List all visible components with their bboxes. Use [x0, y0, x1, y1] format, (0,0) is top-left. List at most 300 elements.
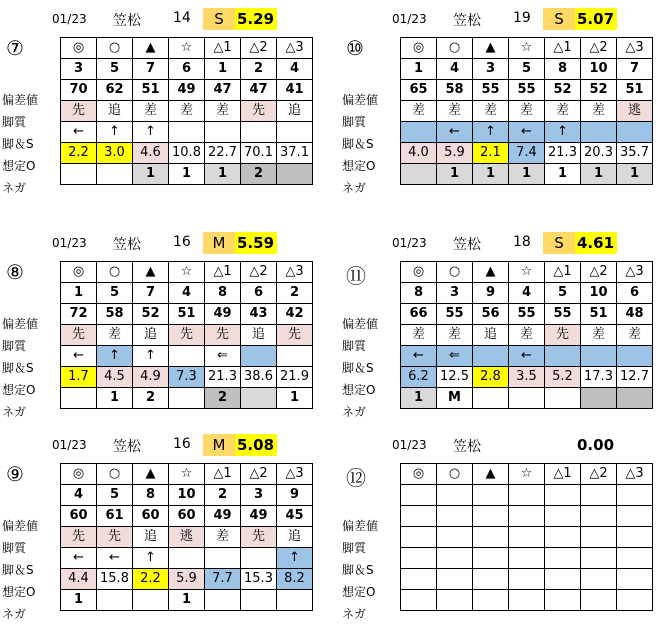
race-header [0, 230, 328, 256]
horse-number-cell: 3 [437, 283, 473, 304]
deviation-value-cell: 55 [545, 304, 581, 325]
pace-arrow-cell [473, 346, 509, 367]
prediction-grid [400, 37, 653, 185]
mark-header-cell: ☆ [169, 464, 205, 485]
race-header [340, 6, 668, 32]
race-date: 01/23 [52, 236, 87, 250]
grid-row-mark-header [61, 464, 313, 485]
race-date: 01/23 [52, 12, 87, 26]
pace-arrow-cell: ← [509, 122, 545, 143]
grid-row-running-style [401, 101, 653, 122]
row-label: 脚質 [2, 339, 27, 353]
negative-flag-cell [277, 590, 313, 611]
expected-odds-cell [581, 569, 617, 590]
horse-number-cell: 2 [241, 59, 277, 80]
deviation-value-cell: 48 [617, 304, 653, 325]
grid-row-horse-number [401, 485, 653, 506]
running-style-cell: 先 [205, 325, 241, 346]
horse-number-cell: 5 [97, 485, 133, 506]
running-style-cell: 差 [581, 101, 617, 122]
negative-flag-cell: 1 [437, 164, 473, 185]
pace-arrow-cell: ← [97, 548, 133, 569]
mark-header-cell: △3 [277, 38, 313, 59]
mark-header-cell: ▲ [133, 464, 169, 485]
mark-header-cell: △1 [205, 262, 241, 283]
row-label: ネガ [2, 181, 27, 195]
horse-number-cell: 8 [401, 283, 437, 304]
race-date: 01/23 [392, 236, 427, 250]
pace-arrow-cell [581, 122, 617, 143]
deviation-value-cell: 42 [277, 304, 313, 325]
negative-flag-cell [617, 388, 653, 409]
track-name: 笠松 [113, 439, 141, 455]
mark-header-cell: ☆ [509, 464, 545, 485]
running-style-cell: 差 [401, 325, 437, 346]
pace-arrow-cell: ← [437, 122, 473, 143]
grid-row-pace-arrow [401, 122, 653, 143]
race-date: 01/23 [392, 438, 427, 452]
row-labels [340, 89, 400, 199]
horse-number-cell: 10 [581, 59, 617, 80]
pace-type-badge: S [543, 8, 575, 30]
negative-flag-cell [509, 388, 545, 409]
running-style-cell: 先 [169, 325, 205, 346]
horse-number-cell: 4 [277, 59, 313, 80]
row-label: 想定O [2, 383, 36, 397]
expected-odds-cell [545, 569, 581, 590]
mark-header-cell: ○ [437, 464, 473, 485]
grid-row-running-style [61, 101, 313, 122]
deviation-value-cell: 65 [401, 80, 437, 101]
deviation-value-cell: 52 [133, 304, 169, 325]
negative-flag-cell [437, 590, 473, 611]
grid-row-negative-flag [61, 164, 313, 185]
pace-arrow-cell: ↑ [277, 548, 313, 569]
pace-arrow-cell [545, 548, 581, 569]
grid-row-mark-header [61, 38, 313, 59]
row-label: 偏差値 [2, 317, 39, 331]
race-number: ⑩ [346, 36, 364, 60]
horse-number-cell: 5 [509, 59, 545, 80]
running-style-cell: 先 [277, 325, 313, 346]
grid-row-negative-flag [401, 164, 653, 185]
horse-number-cell: 7 [133, 283, 169, 304]
pace-arrow-cell [169, 346, 205, 367]
race-header [0, 6, 328, 32]
expected-odds-cell [617, 569, 653, 590]
mark-header-cell: △2 [241, 262, 277, 283]
running-style-cell: 差 [545, 101, 581, 122]
expected-odds-cell: 3.5 [509, 367, 545, 388]
running-style-cell: 差 [97, 325, 133, 346]
row-label: 想定O [342, 585, 376, 599]
pace-arrow-cell: ⇐ [437, 346, 473, 367]
mark-header-cell: ☆ [509, 38, 545, 59]
prediction-grid [60, 37, 313, 185]
running-style-cell: 差 [509, 325, 545, 346]
grid-row-mark-header [401, 262, 653, 283]
mark-header-cell: △1 [205, 38, 241, 59]
race-score: 5.59 [235, 232, 277, 254]
expected-odds-cell [401, 569, 437, 590]
negative-flag-cell [277, 164, 313, 185]
expected-odds-cell [473, 569, 509, 590]
horse-number-cell: 10 [169, 485, 205, 506]
pace-arrow-cell: ↑ [473, 122, 509, 143]
expected-odds-cell: 3.0 [97, 143, 133, 164]
expected-odds-cell: 37.1 [277, 143, 313, 164]
negative-flag-cell: 1 [133, 164, 169, 185]
expected-odds-cell: 1.7 [61, 367, 97, 388]
expected-odds-cell: 15.8 [97, 569, 133, 590]
deviation-value-cell: 51 [617, 80, 653, 101]
horse-number-cell: 1 [401, 59, 437, 80]
deviation-value-cell: 49 [169, 80, 205, 101]
runner-count: 16 [173, 436, 191, 452]
pace-arrow-cell [277, 122, 313, 143]
running-style-cell [581, 527, 617, 548]
deviation-value-cell: 52 [545, 80, 581, 101]
grid-row-expected-odds [61, 569, 313, 590]
track-name: 笠松 [113, 13, 141, 29]
running-style-cell: 先 [545, 325, 581, 346]
negative-flag-cell [401, 590, 437, 611]
row-label: 想定O [342, 159, 376, 173]
expected-odds-cell: 5.9 [169, 569, 205, 590]
mark-header-cell: △1 [545, 464, 581, 485]
negative-flag-cell [61, 164, 97, 185]
expected-odds-cell: 12.5 [437, 367, 473, 388]
pace-arrow-cell: ↑ [133, 346, 169, 367]
track-name: 笠松 [453, 237, 481, 253]
pace-arrow-cell [545, 346, 581, 367]
deviation-value-cell: 60 [133, 506, 169, 527]
pace-arrow-cell: ↑ [545, 122, 581, 143]
grid-row-horse-number [61, 59, 313, 80]
grid-row-deviation-value [61, 304, 313, 325]
expected-odds-cell: 5.2 [545, 367, 581, 388]
horse-number-cell: 9 [473, 283, 509, 304]
mark-header-cell: ▲ [473, 262, 509, 283]
race-panel [0, 6, 328, 206]
pace-type-badge: M [203, 232, 235, 254]
pace-arrow-cell [617, 548, 653, 569]
running-style-cell: 追 [133, 325, 169, 346]
negative-flag-cell: 1 [581, 164, 617, 185]
row-label: ネガ [342, 607, 367, 621]
race-date: 01/23 [52, 438, 87, 452]
grid-row-mark-header [61, 262, 313, 283]
pace-arrow-cell [277, 346, 313, 367]
negative-flag-cell: 2 [241, 164, 277, 185]
negative-flag-cell [205, 590, 241, 611]
deviation-value-cell: 47 [241, 80, 277, 101]
expected-odds-cell: 17.3 [581, 367, 617, 388]
row-label: 脚質 [342, 541, 367, 555]
horse-number-cell: 4 [169, 283, 205, 304]
mark-header-cell: △1 [545, 262, 581, 283]
negative-flag-cell [133, 590, 169, 611]
mark-header-cell: ◎ [401, 262, 437, 283]
deviation-value-cell [545, 506, 581, 527]
expected-odds-cell: 2.2 [133, 569, 169, 590]
negative-flag-cell [545, 590, 581, 611]
row-labels [0, 313, 60, 423]
race-score: 0.00 [577, 436, 615, 454]
row-label: 偏差値 [2, 93, 39, 107]
horse-number-cell: 3 [473, 59, 509, 80]
pace-arrow-cell [617, 346, 653, 367]
deviation-value-cell: 49 [205, 304, 241, 325]
row-label: 脚＆S [2, 137, 34, 151]
mark-header-cell: ◎ [401, 38, 437, 59]
deviation-value-cell: 66 [401, 304, 437, 325]
horse-number-cell [617, 485, 653, 506]
horse-number-cell [437, 485, 473, 506]
deviation-value-cell: 51 [169, 304, 205, 325]
running-style-cell: 追 [277, 527, 313, 548]
mark-header-cell: △3 [277, 464, 313, 485]
race-number: ⑧ [6, 260, 24, 284]
expected-odds-cell: 7.3 [169, 367, 205, 388]
row-label: 脚＆S [342, 563, 374, 577]
pace-arrow-cell [473, 548, 509, 569]
expected-odds-cell: 4.5 [97, 367, 133, 388]
negative-flag-cell: M [437, 388, 473, 409]
grid-row-deviation-value [401, 506, 653, 527]
running-style-cell: 差 [169, 101, 205, 122]
pace-arrow-cell [617, 122, 653, 143]
horse-number-cell: 2 [277, 283, 313, 304]
horse-number-cell [509, 485, 545, 506]
expected-odds-cell: 5.9 [437, 143, 473, 164]
negative-flag-cell: 1 [545, 164, 581, 185]
horse-number-cell: 5 [545, 283, 581, 304]
mark-header-cell: △1 [205, 464, 241, 485]
race-score: 5.07 [575, 8, 617, 30]
row-label: 想定O [342, 383, 376, 397]
negative-flag-cell [169, 388, 205, 409]
pace-arrow-cell: ⇐ [205, 346, 241, 367]
expected-odds-cell: 4.9 [133, 367, 169, 388]
deviation-value-cell: 60 [169, 506, 205, 527]
pace-arrow-cell [509, 548, 545, 569]
running-style-cell: 差 [581, 325, 617, 346]
grid-row-deviation-value [401, 304, 653, 325]
mark-header-cell: ☆ [169, 38, 205, 59]
mark-header-cell: ▲ [473, 464, 509, 485]
grid-row-pace-arrow [401, 346, 653, 367]
row-label: 脚質 [342, 339, 367, 353]
mark-header-cell: △2 [581, 38, 617, 59]
deviation-value-cell [581, 506, 617, 527]
mark-header-cell: ○ [437, 262, 473, 283]
deviation-value-cell [437, 506, 473, 527]
running-style-cell: 追 [473, 325, 509, 346]
deviation-value-cell: 51 [581, 304, 617, 325]
race-panel [340, 6, 668, 206]
pace-arrow-cell [241, 122, 277, 143]
grid-row-negative-flag [61, 590, 313, 611]
expected-odds-cell: 2.2 [61, 143, 97, 164]
horse-number-cell: 8 [205, 283, 241, 304]
pace-arrow-cell [205, 548, 241, 569]
deviation-value-cell: 49 [241, 506, 277, 527]
grid-row-pace-arrow [401, 548, 653, 569]
prediction-grid [400, 463, 653, 611]
pace-arrow-cell [437, 548, 473, 569]
horse-number-cell: 4 [61, 485, 97, 506]
running-style-cell: 追 [277, 101, 313, 122]
mark-header-cell: ◎ [61, 262, 97, 283]
negative-flag-cell [241, 590, 277, 611]
mark-header-cell: ◎ [61, 464, 97, 485]
race-number: ⑪ [346, 264, 366, 288]
deviation-value-cell: 56 [473, 304, 509, 325]
horse-number-cell: 2 [205, 485, 241, 506]
expected-odds-cell: 7.4 [509, 143, 545, 164]
horse-number-cell: 6 [169, 59, 205, 80]
race-panel [340, 230, 668, 430]
running-style-cell: 差 [205, 527, 241, 548]
horse-number-cell: 6 [617, 283, 653, 304]
row-labels [0, 89, 60, 199]
expected-odds-cell: 2.1 [473, 143, 509, 164]
mark-header-cell: ☆ [509, 262, 545, 283]
running-style-cell: 差 [437, 325, 473, 346]
horse-number-cell: 5 [97, 59, 133, 80]
row-labels [340, 313, 400, 423]
row-label: 偏差値 [342, 519, 379, 533]
running-style-cell: 先 [61, 101, 97, 122]
negative-flag-cell: 1 [277, 388, 313, 409]
mark-header-cell: ○ [97, 262, 133, 283]
grid-row-negative-flag [401, 590, 653, 611]
expected-odds-cell: 20.3 [581, 143, 617, 164]
running-style-cell: 差 [473, 101, 509, 122]
race-score: 5.08 [235, 434, 277, 456]
negative-flag-cell: 1 [401, 388, 437, 409]
horse-number-cell: 10 [581, 283, 617, 304]
deviation-value-cell: 55 [509, 80, 545, 101]
row-label: 脚質 [342, 115, 367, 129]
pace-arrow-cell: ↑ [133, 122, 169, 143]
mark-header-cell: △3 [617, 38, 653, 59]
horse-number-cell: 7 [617, 59, 653, 80]
row-label: 脚＆S [342, 361, 374, 375]
grid-row-running-style [401, 325, 653, 346]
running-style-cell: 先 [241, 101, 277, 122]
mark-header-cell: △3 [617, 464, 653, 485]
pace-arrow-cell: ↑ [97, 122, 133, 143]
race-score: 4.61 [575, 232, 617, 254]
grid-row-running-style [61, 527, 313, 548]
prediction-grid [60, 463, 313, 611]
grid-row-pace-arrow [61, 122, 313, 143]
mark-header-cell: △3 [617, 262, 653, 283]
horse-number-cell: 5 [97, 283, 133, 304]
deviation-value-cell: 47 [205, 80, 241, 101]
expected-odds-cell: 4.0 [401, 143, 437, 164]
runner-count: 14 [173, 10, 191, 26]
negative-flag-cell [509, 590, 545, 611]
horse-number-cell: 8 [545, 59, 581, 80]
running-style-cell: 先 [241, 527, 277, 548]
pace-arrow-cell [401, 122, 437, 143]
mark-header-cell: ○ [97, 464, 133, 485]
horse-number-cell [581, 485, 617, 506]
negative-flag-cell [581, 388, 617, 409]
negative-flag-cell [241, 388, 277, 409]
race-number: ⑦ [6, 36, 24, 60]
running-style-cell: 逃 [169, 527, 205, 548]
running-style-cell [545, 527, 581, 548]
negative-flag-cell: 1 [617, 164, 653, 185]
negative-flag-cell: 2 [133, 388, 169, 409]
running-style-cell: 逃 [617, 101, 653, 122]
pace-arrow-cell [205, 122, 241, 143]
grid-row-pace-arrow [61, 548, 313, 569]
race-panel [0, 230, 328, 430]
negative-flag-cell [61, 388, 97, 409]
grid-row-deviation-value [401, 80, 653, 101]
expected-odds-cell: 38.6 [241, 367, 277, 388]
mark-header-cell: ▲ [473, 38, 509, 59]
running-style-cell: 先 [61, 325, 97, 346]
expected-odds-cell [437, 569, 473, 590]
pace-type-badge: S [203, 8, 235, 30]
expected-odds-cell: 15.3 [241, 569, 277, 590]
expected-odds-cell: 70.1 [241, 143, 277, 164]
negative-flag-cell [473, 388, 509, 409]
deviation-value-cell: 70 [61, 80, 97, 101]
negative-flag-cell [617, 590, 653, 611]
running-style-cell [401, 527, 437, 548]
pace-arrow-cell [581, 346, 617, 367]
race-panel [0, 432, 328, 632]
expected-odds-cell: 21.9 [277, 367, 313, 388]
deviation-value-cell: 62 [97, 80, 133, 101]
deviation-value-cell: 51 [133, 80, 169, 101]
mark-header-cell: ○ [97, 38, 133, 59]
pace-arrow-cell [241, 548, 277, 569]
grid-row-expected-odds [401, 367, 653, 388]
mark-header-cell: △3 [277, 262, 313, 283]
horse-number-cell: 1 [205, 59, 241, 80]
horse-number-cell: 4 [509, 283, 545, 304]
race-header [340, 432, 668, 458]
horse-number-cell: 1 [61, 283, 97, 304]
negative-flag-cell [401, 164, 437, 185]
running-style-cell: 差 [437, 101, 473, 122]
mark-header-cell: △2 [241, 38, 277, 59]
expected-odds-cell: 4.4 [61, 569, 97, 590]
pace-arrow-cell [169, 548, 205, 569]
pace-arrow-cell [169, 122, 205, 143]
mark-header-cell: ▲ [133, 262, 169, 283]
mark-header-cell: △2 [241, 464, 277, 485]
grid-row-pace-arrow [61, 346, 313, 367]
row-label: ネガ [2, 405, 27, 419]
negative-flag-cell [97, 164, 133, 185]
expected-odds-cell: 4.6 [133, 143, 169, 164]
mark-header-cell: ▲ [133, 38, 169, 59]
expected-odds-cell: 35.7 [617, 143, 653, 164]
deviation-value-cell: 58 [437, 80, 473, 101]
pace-arrow-cell: ← [61, 548, 97, 569]
row-labels [0, 515, 60, 625]
mark-header-cell: △1 [545, 38, 581, 59]
